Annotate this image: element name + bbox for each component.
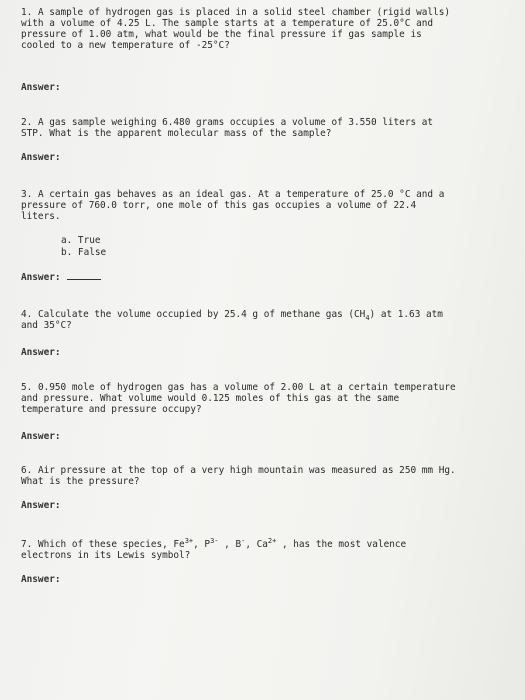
option-false[interactable]: b. False	[61, 247, 107, 258]
question-6	[21, 465, 461, 487]
question-text: A gas sample weighing 6.480 grams occupies a volume of 3.550 liters at STP. What is the apparent molecular mass of the sample?	[21, 117, 434, 139]
question-7	[21, 536, 461, 561]
charge-p: 3-	[210, 536, 219, 545]
question-3	[21, 189, 461, 222]
question-text: A sample of hydrogen gas is placed in a solid steel chamber (rigid walls) with a volume of 4.25 L. The sample starts at a temperature of 25.0°C and pressure of 1.00 atm, what would be the final pressure if gas sample is cooled to a new temperature of -25°C?	[21, 7, 450, 51]
question-4	[21, 309, 461, 331]
answer-label-5: Answer:	[21, 431, 61, 442]
answer-label-6: Answer:	[21, 500, 61, 511]
charge-fe: 3+	[184, 536, 194, 545]
question-number: 2.	[21, 117, 33, 128]
question-number: 5.	[21, 382, 33, 393]
question-1	[21, 7, 461, 51]
question-5	[21, 382, 461, 415]
answer-blank[interactable]	[67, 272, 101, 280]
question-text-mid: , B	[218, 539, 242, 550]
answer-label-2: Answer:	[21, 152, 61, 163]
question-text-mid: , Ca	[245, 539, 268, 550]
answer-label-3-line	[21, 272, 101, 283]
question-number: 7.	[21, 539, 33, 550]
question-text-before: Which of these species, Fe	[37, 539, 185, 550]
question-number: 6.	[21, 465, 33, 476]
question-number: 4.	[21, 309, 33, 320]
question-number: 1.	[21, 7, 33, 18]
answer-label-4: Answer:	[21, 347, 61, 358]
option-true[interactable]: a. True	[61, 235, 101, 246]
question-2	[21, 117, 461, 139]
question-text-mid: , P	[193, 539, 211, 550]
answer-label-3: Answer:	[21, 272, 61, 283]
charge-ca: 2+	[267, 536, 277, 545]
question-text: A certain gas behaves as an ideal gas. At a temperature of 25.0 °C and a pressure of 760.0 torr, one mole of this gas occupies a volume of 22.4 liters.	[21, 189, 445, 222]
question-text-after: ) at 1.63 atm and 35°C?	[21, 309, 443, 331]
question-text: 0.950 mole of hydrogen gas has a volume of 2.00 L at a certain temperature and pressure. What volume would 0.125 moles of this gas at the same temperature and pressure occupy?	[21, 382, 456, 415]
charge-b: -	[241, 536, 246, 545]
answer-label-1: Answer:	[21, 82, 61, 93]
subscript-4: 4	[365, 313, 370, 322]
question-number: 3.	[21, 189, 33, 200]
question-text: Air pressure at the top of a very high mountain was measured as 250 mm Hg. What is the pressure?	[21, 465, 456, 487]
question-text-after: , has the most valence electrons in its Lewis symbol?	[21, 539, 407, 561]
answer-label-7: Answer:	[21, 574, 61, 585]
question-text-before: Calculate the volume occupied by 25.4 g of methane gas (CH	[37, 309, 366, 320]
